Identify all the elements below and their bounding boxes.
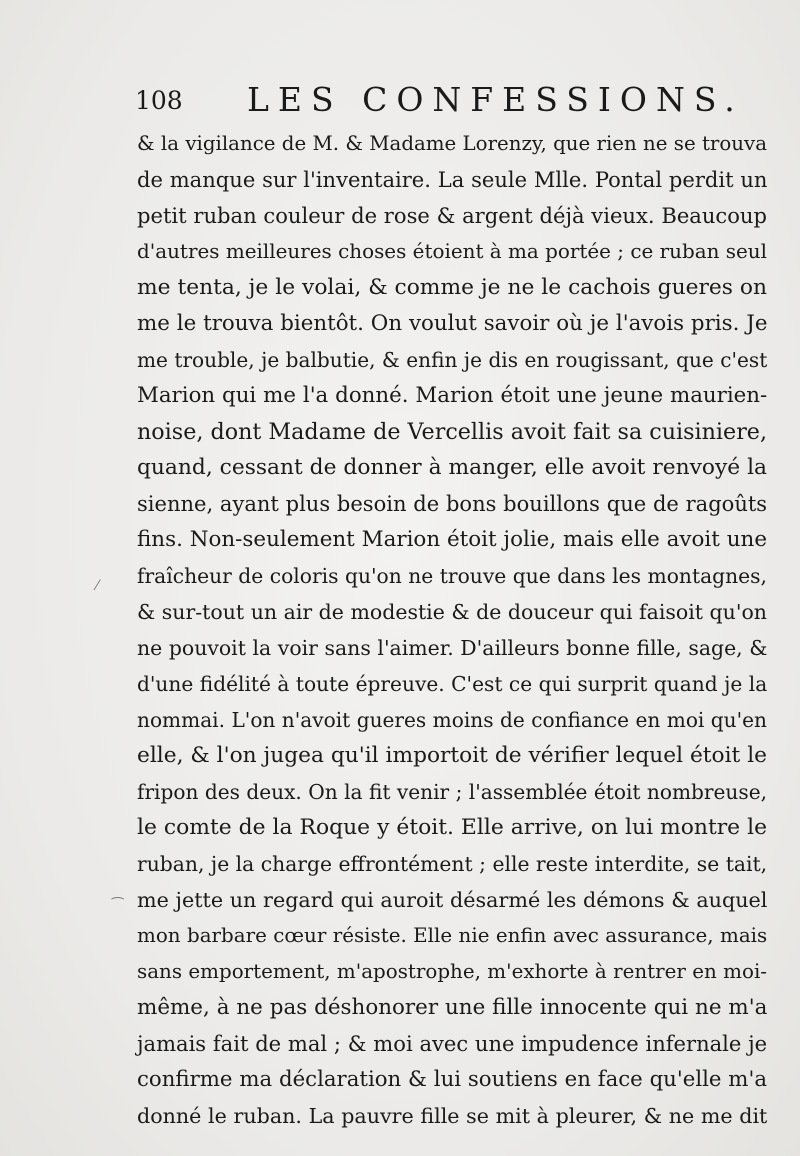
text-line: & la vigilance de M. & Madame Lorenzy, que rien ne se trouva — [137, 132, 767, 155]
text-line: fraîcheur de coloris qu'on ne trouve que dans les montagnes, — [137, 564, 767, 588]
text-line: d'une fidélité à toute épreuve. C'est ce qui surprit quand je la — [137, 672, 768, 696]
page-header — [135, 80, 744, 120]
text-line: ne pouvoit la voir sans l'aimer. D'ailleurs bonne fille, sage, & — [137, 636, 768, 660]
page-number: 108 — [135, 86, 183, 115]
text-line: nommai. L'on n'avoit gueres moins de confiance en moi qu'en — [137, 708, 767, 732]
text-line: me tenta, je le volai, & comme je ne le cachois gueres on — [137, 275, 767, 300]
text-line: fripon des deux. On la fit venir ; l'assemblée étoit nombreuse, — [137, 780, 767, 804]
text-line: Marion qui me l'a donné. Marion étoit une jeune maurien- — [137, 383, 768, 408]
text-line: fins. Non-seulement Marion étoit jolie, mais elle avoit une — [137, 527, 767, 552]
text-line: confirme ma déclaration & lui soutiens en face qu'elle m'a — [137, 1067, 767, 1092]
text-line: de manque sur l'inventaire. La seule Mlle. Pontal perdit un — [137, 167, 768, 192]
text-line: jamais fait de mal ; & moi avec une impudence infernale je — [137, 1031, 768, 1056]
text-line: d'autres meilleures choses étoient à ma portée ; ce ruban seul — [137, 240, 767, 263]
text-line: quand, cessant de donner à manger, elle avoit renvoyé la — [137, 455, 767, 480]
text-line: mon barbare cœur résiste. Elle nie enfin avec assurance, mais — [137, 924, 768, 947]
text-line: me le trouva bientôt. On voulut savoir où je l'avois pris. Je — [137, 311, 768, 336]
text-line: & sur-tout un air de modestie & de douceur qui faisoit qu'on — [137, 600, 767, 624]
text-line: me jette un regard qui auroit désarmé les démons & auquel — [137, 888, 768, 912]
text-line: ruban, je la charge effrontément ; elle reste interdite, se tait, — [137, 852, 768, 876]
text-line: sienne, ayant plus besoin de bons bouillons que de ragoûts — [137, 491, 768, 516]
text-line: petit ruban couleur de rose & argent déjà vieux. Beaucoup — [137, 203, 767, 228]
text-line: donné le ruban. La pauvre fille se mit à pleurer, & ne me dit — [137, 1104, 768, 1128]
body-text — [137, 126, 767, 1134]
text-line: le comte de la Roque y étoit. Elle arrive, on lui montre le — [137, 815, 767, 840]
text-line: sans emportement, m'apostrophe, m'exhorte à rentrer en moi- — [137, 960, 767, 983]
text-line: noise, dont Madame de Vercellis avoit fait sa cuisiniere, — [137, 419, 768, 445]
text-line: elle, & l'on jugea qu'il importoit de vérifier lequel étoit le — [137, 743, 767, 768]
running-title: LES CONFESSIONS. — [247, 80, 744, 119]
ink-speck: ⁀ — [112, 898, 124, 914]
text-line: même, à ne pas déshonorer une fille innocente qui ne m'a — [137, 995, 768, 1020]
ink-speck: ⁄ — [96, 578, 99, 594]
text-line: me trouble, je balbutie, & enfin je dis en rougissant, que c'est — [137, 348, 768, 372]
